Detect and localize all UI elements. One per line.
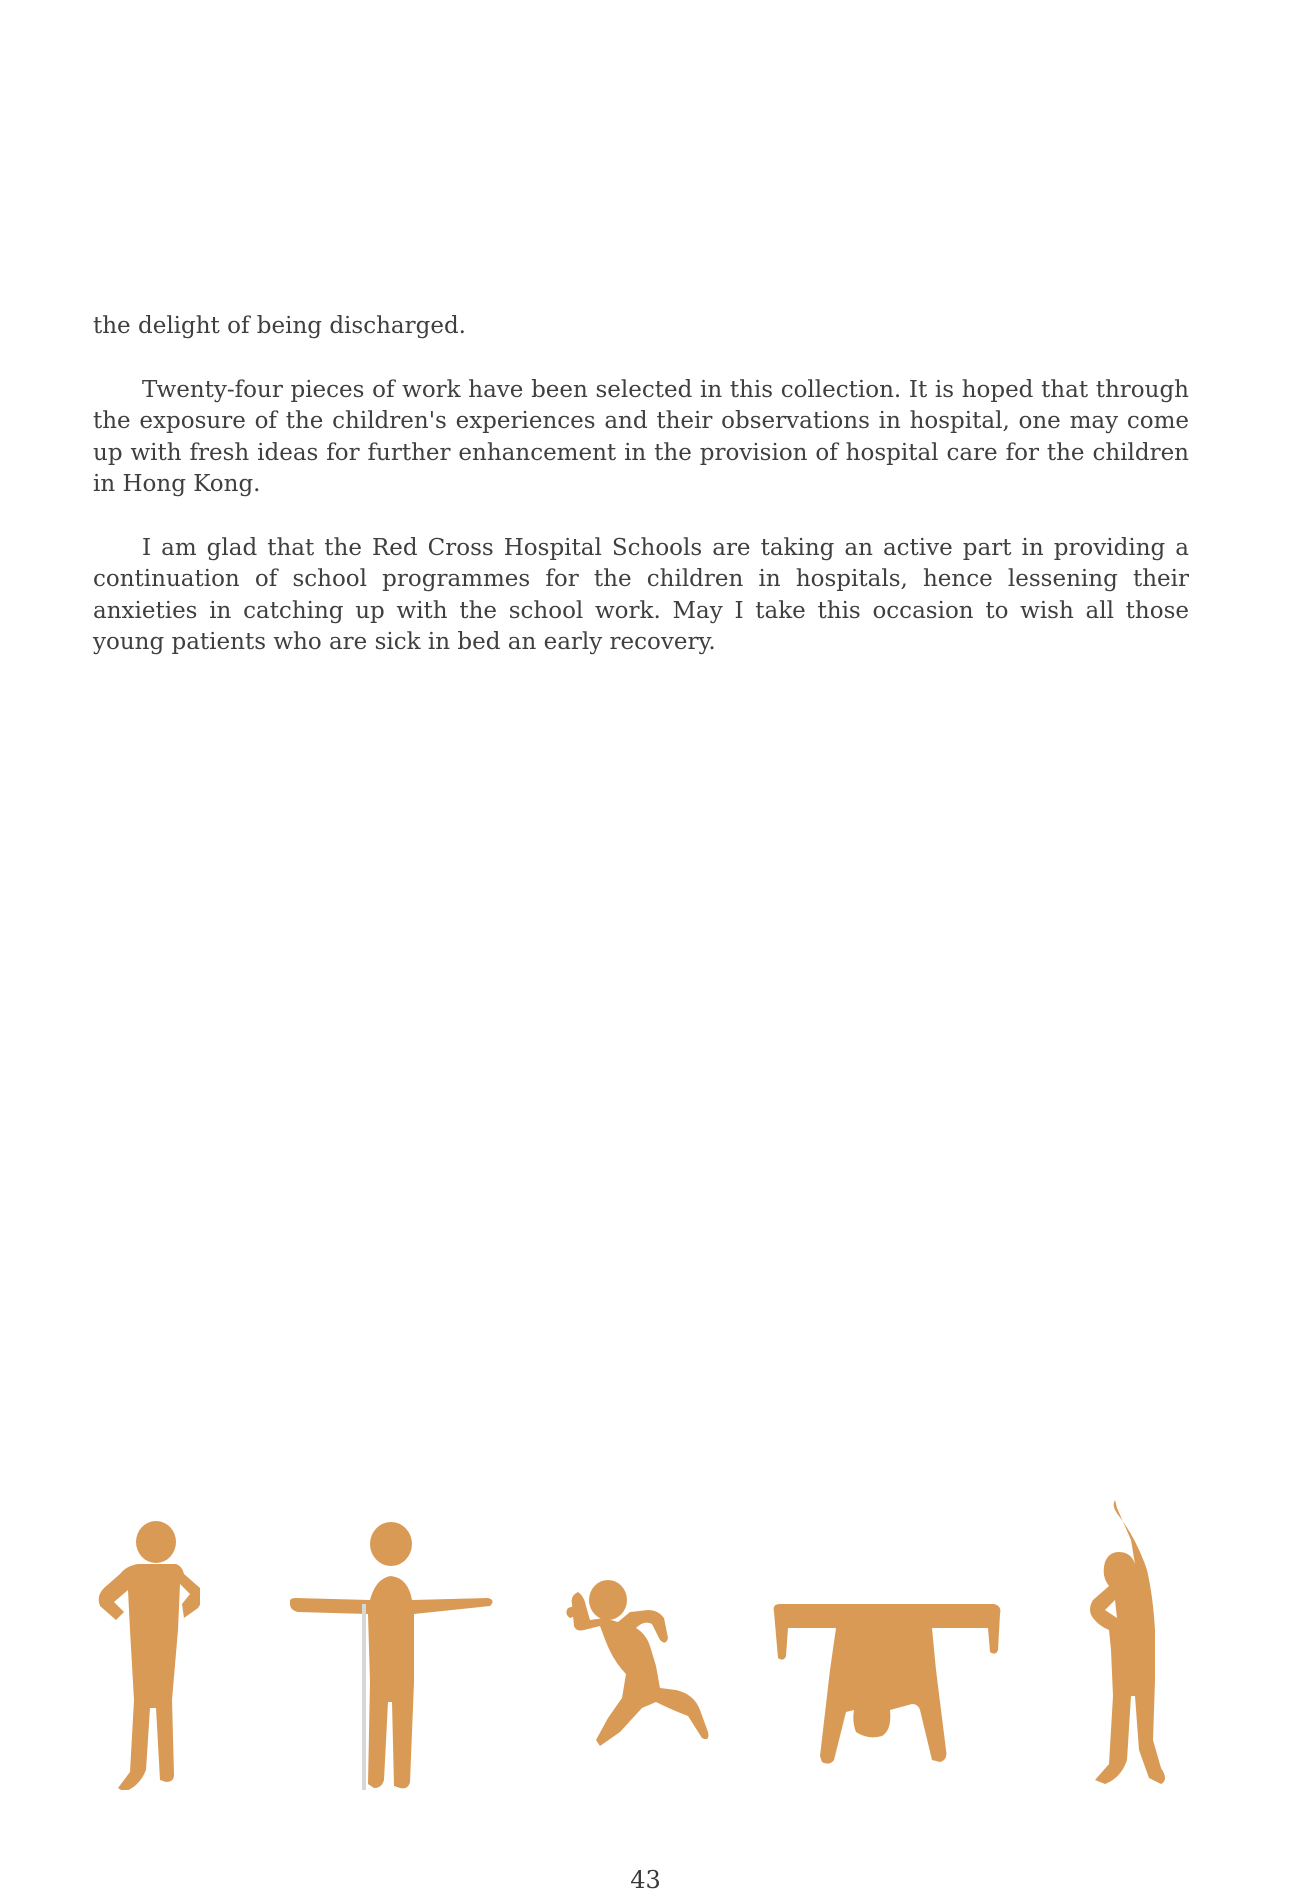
paragraph-1: the delight of being discharged. xyxy=(93,313,466,339)
figure-side-stretch xyxy=(1075,1500,1185,1795)
exercise-figures-illustration xyxy=(0,1500,1291,1800)
body-text xyxy=(93,311,1189,691)
figure-arms-outstretched xyxy=(290,1522,495,1792)
figure-running xyxy=(560,1570,735,1780)
paragraph-3: I am glad that the Red Cross Hospital Schools are taking an active part in providing a continuation of school programmes for the children in hospitals, hence lessening their anxieties in catching up with the school work. May I take this occasion to wish all those young patients who are sick in bed an early recovery. xyxy=(93,534,1189,655)
paragraph-2: Twenty-four pieces of work have been selected in this collection. It is hoped that through the exposure of the children's experiences and their observations in hospital, one may come up with fresh ideas for further enhancement in the provision of hospital care for the children in Hong Kong. xyxy=(93,376,1189,497)
figure-hands-on-hips xyxy=(90,1520,200,1790)
figure-bending-forward xyxy=(772,1600,1002,1785)
page-number: 43 xyxy=(630,1866,661,1894)
